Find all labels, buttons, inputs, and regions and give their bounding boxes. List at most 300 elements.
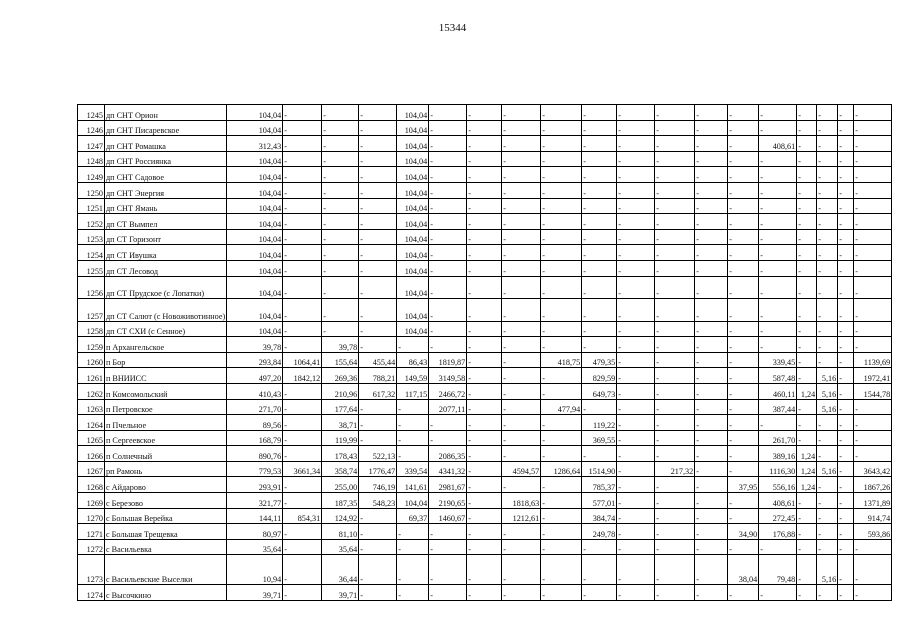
value-cell: 4594,57: [502, 461, 541, 477]
row-number: 1266: [78, 446, 105, 462]
value-cell: 104,04: [397, 229, 429, 245]
value-cell: -: [817, 508, 838, 524]
value-cell: -: [322, 214, 359, 230]
value-cell: -: [502, 136, 541, 152]
value-cell: -: [838, 105, 854, 121]
value-cell: -: [617, 260, 655, 276]
value-cell: -: [467, 585, 502, 601]
value-cell: -: [617, 477, 655, 493]
value-cell: -: [359, 167, 397, 183]
table-row: [78, 539, 892, 555]
value-cell: -: [838, 415, 854, 431]
table-row: [78, 229, 892, 245]
value-cell: -: [655, 524, 695, 540]
value-cell: -: [655, 167, 695, 183]
value-cell: 178,43: [322, 446, 359, 462]
value-cell: -: [541, 477, 582, 493]
value-cell: -: [655, 446, 695, 462]
value-cell: 1819,87: [429, 352, 467, 368]
value-cell: -: [617, 539, 655, 555]
value-cell: -: [728, 276, 759, 299]
table-row: [78, 368, 892, 384]
value-cell: -: [502, 477, 541, 493]
value-cell: -: [467, 477, 502, 493]
value-cell: 387,44: [759, 399, 797, 415]
value-cell: 358,74: [322, 461, 359, 477]
value-cell: -: [502, 585, 541, 601]
settlement-name: дп СНТ Ромашка: [105, 136, 227, 152]
value-cell: -: [283, 136, 322, 152]
table-row: [78, 260, 892, 276]
value-cell: 104,04: [227, 276, 283, 299]
value-cell: 5,16: [817, 461, 838, 477]
value-cell: -: [695, 524, 728, 540]
row-number: 1271: [78, 524, 105, 540]
value-cell: -: [854, 260, 892, 276]
value-cell: -: [541, 198, 582, 214]
value-cell: -: [283, 182, 322, 198]
value-cell: -: [854, 555, 892, 585]
value-cell: -: [695, 555, 728, 585]
row-number: 1270: [78, 508, 105, 524]
value-cell: 1,24: [797, 477, 817, 493]
value-cell: -: [797, 182, 817, 198]
value-cell: 104,04: [227, 229, 283, 245]
value-cell: -: [541, 276, 582, 299]
value-cell: 104,04: [397, 493, 429, 509]
value-cell: -: [759, 151, 797, 167]
value-cell: -: [797, 399, 817, 415]
value-cell: -: [797, 493, 817, 509]
value-cell: 410,43: [227, 383, 283, 399]
value-cell: -: [617, 399, 655, 415]
value-cell: 829,59: [582, 368, 617, 384]
settlement-name: п Бор: [105, 352, 227, 368]
value-cell: 339,54: [397, 461, 429, 477]
value-cell: 1286,64: [541, 461, 582, 477]
value-cell: 104,04: [397, 299, 429, 322]
value-cell: -: [617, 430, 655, 446]
value-cell: 104,04: [397, 182, 429, 198]
value-cell: 81,10: [322, 524, 359, 540]
value-cell: -: [502, 214, 541, 230]
value-cell: -: [838, 182, 854, 198]
value-cell: -: [541, 214, 582, 230]
value-cell: 460,11: [759, 383, 797, 399]
value-cell: -: [617, 299, 655, 322]
value-cell: 104,04: [397, 167, 429, 183]
value-cell: -: [854, 105, 892, 121]
value-cell: -: [283, 399, 322, 415]
value-cell: 5,16: [817, 368, 838, 384]
value-cell: -: [502, 198, 541, 214]
value-cell: -: [467, 321, 502, 337]
value-cell: -: [283, 167, 322, 183]
value-cell: -: [582, 399, 617, 415]
value-cell: 144,11: [227, 508, 283, 524]
value-cell: -: [695, 321, 728, 337]
value-cell: -: [695, 508, 728, 524]
value-cell: -: [854, 214, 892, 230]
value-cell: -: [617, 446, 655, 462]
value-cell: 86,43: [397, 352, 429, 368]
value-cell: 1776,47: [359, 461, 397, 477]
value-cell: -: [582, 446, 617, 462]
value-cell: -: [695, 368, 728, 384]
value-cell: -: [541, 299, 582, 322]
value-cell: -: [322, 105, 359, 121]
value-cell: -: [655, 555, 695, 585]
value-cell: 104,04: [397, 276, 429, 299]
value-cell: -: [322, 151, 359, 167]
value-cell: 1,24: [797, 446, 817, 462]
value-cell: 271,70: [227, 399, 283, 415]
value-cell: -: [283, 214, 322, 230]
value-cell: -: [397, 585, 429, 601]
value-cell: -: [283, 151, 322, 167]
value-cell: -: [759, 105, 797, 121]
value-cell: -: [854, 136, 892, 152]
value-cell: -: [617, 352, 655, 368]
value-cell: -: [467, 167, 502, 183]
value-cell: -: [283, 198, 322, 214]
value-cell: -: [617, 524, 655, 540]
value-cell: -: [467, 337, 502, 353]
value-cell: 38,04: [728, 555, 759, 585]
value-cell: -: [359, 337, 397, 353]
value-cell: -: [728, 105, 759, 121]
value-cell: 854,31: [283, 508, 322, 524]
value-cell: 39,71: [322, 585, 359, 601]
value-cell: -: [617, 461, 655, 477]
value-cell: -: [655, 182, 695, 198]
value-cell: 556,16: [759, 477, 797, 493]
value-cell: -: [695, 539, 728, 555]
value-cell: -: [617, 337, 655, 353]
value-cell: -: [817, 151, 838, 167]
value-cell: -: [582, 245, 617, 261]
value-cell: 261,70: [759, 430, 797, 446]
row-number: 1249: [78, 167, 105, 183]
row-number: 1250: [78, 182, 105, 198]
value-cell: -: [838, 399, 854, 415]
value-cell: -: [695, 383, 728, 399]
value-cell: -: [502, 229, 541, 245]
value-cell: -: [759, 585, 797, 601]
value-cell: -: [283, 415, 322, 431]
value-cell: 617,32: [359, 383, 397, 399]
value-cell: -: [759, 260, 797, 276]
value-cell: -: [283, 524, 322, 540]
value-cell: -: [655, 214, 695, 230]
value-cell: -: [541, 430, 582, 446]
value-cell: -: [728, 214, 759, 230]
value-cell: -: [429, 151, 467, 167]
value-cell: -: [728, 585, 759, 601]
row-number: 1246: [78, 120, 105, 136]
value-cell: 104,04: [227, 198, 283, 214]
value-cell: -: [322, 167, 359, 183]
value-cell: -: [838, 120, 854, 136]
value-cell: 104,04: [227, 299, 283, 322]
value-cell: -: [728, 337, 759, 353]
value-cell: 2466,72: [429, 383, 467, 399]
value-cell: -: [655, 299, 695, 322]
value-cell: -: [728, 198, 759, 214]
value-cell: -: [429, 245, 467, 261]
value-cell: -: [322, 321, 359, 337]
table-row: [78, 508, 892, 524]
value-cell: -: [817, 415, 838, 431]
row-number: 1267: [78, 461, 105, 477]
value-cell: -: [797, 276, 817, 299]
value-cell: -: [502, 337, 541, 353]
value-cell: -: [655, 415, 695, 431]
value-cell: -: [467, 446, 502, 462]
value-cell: -: [359, 276, 397, 299]
value-cell: -: [283, 260, 322, 276]
value-cell: -: [429, 120, 467, 136]
value-cell: -: [759, 299, 797, 322]
value-cell: 4341,32: [429, 461, 467, 477]
value-cell: -: [283, 539, 322, 555]
value-cell: 104,04: [397, 321, 429, 337]
value-cell: -: [322, 120, 359, 136]
value-cell: -: [359, 151, 397, 167]
value-cell: -: [854, 446, 892, 462]
value-cell: -: [854, 585, 892, 601]
value-cell: -: [283, 493, 322, 509]
value-cell: -: [502, 524, 541, 540]
value-cell: -: [854, 299, 892, 322]
settlement-name: с Айдарово: [105, 477, 227, 493]
value-cell: -: [759, 120, 797, 136]
value-cell: -: [759, 214, 797, 230]
value-cell: -: [359, 321, 397, 337]
value-cell: 3643,42: [854, 461, 892, 477]
table-row: [78, 477, 892, 493]
value-cell: -: [728, 368, 759, 384]
value-cell: -: [467, 151, 502, 167]
value-cell: -: [359, 260, 397, 276]
value-cell: -: [617, 151, 655, 167]
value-cell: -: [854, 337, 892, 353]
value-cell: 104,04: [227, 105, 283, 121]
settlement-name: п Петровское: [105, 399, 227, 415]
value-cell: 321,77: [227, 493, 283, 509]
value-cell: -: [728, 182, 759, 198]
value-cell: -: [617, 245, 655, 261]
value-cell: -: [838, 167, 854, 183]
value-cell: -: [655, 198, 695, 214]
value-cell: 176,88: [759, 524, 797, 540]
value-cell: -: [797, 105, 817, 121]
value-cell: 497,20: [227, 368, 283, 384]
row-number: 1255: [78, 260, 105, 276]
settlement-name: с Березово: [105, 493, 227, 509]
settlement-name: дп СТ СХИ (с Сенное): [105, 321, 227, 337]
value-cell: 1116,30: [759, 461, 797, 477]
value-cell: -: [582, 167, 617, 183]
value-cell: -: [728, 493, 759, 509]
table-row: [78, 337, 892, 353]
value-cell: -: [695, 415, 728, 431]
value-cell: -: [617, 198, 655, 214]
value-cell: -: [429, 299, 467, 322]
value-cell: -: [541, 136, 582, 152]
value-cell: -: [695, 167, 728, 183]
value-cell: -: [359, 120, 397, 136]
value-cell: -: [655, 508, 695, 524]
value-cell: -: [728, 383, 759, 399]
value-cell: -: [838, 151, 854, 167]
value-cell: 80,97: [227, 524, 283, 540]
value-cell: -: [728, 299, 759, 322]
value-cell: -: [502, 368, 541, 384]
value-cell: -: [728, 136, 759, 152]
value-cell: -: [728, 167, 759, 183]
settlement-name: п Пчельное: [105, 415, 227, 431]
value-cell: -: [797, 321, 817, 337]
value-cell: 35,64: [227, 539, 283, 555]
value-cell: 249,78: [582, 524, 617, 540]
value-cell: -: [467, 539, 502, 555]
settlement-name: дп СНТ Писаревское: [105, 120, 227, 136]
value-cell: -: [502, 539, 541, 555]
table-row: [78, 151, 892, 167]
value-cell: -: [582, 105, 617, 121]
settlement-name: с Высочкино: [105, 585, 227, 601]
value-cell: -: [582, 182, 617, 198]
value-cell: -: [322, 182, 359, 198]
value-cell: 1460,67: [429, 508, 467, 524]
table-row: [78, 299, 892, 322]
value-cell: 1544,78: [854, 383, 892, 399]
value-cell: -: [429, 555, 467, 585]
row-number: 1261: [78, 368, 105, 384]
value-cell: 104,04: [397, 198, 429, 214]
settlement-name: с Большая Верейка: [105, 508, 227, 524]
value-cell: -: [695, 337, 728, 353]
value-cell: 3149,58: [429, 368, 467, 384]
value-cell: -: [541, 321, 582, 337]
value-cell: -: [429, 430, 467, 446]
table-row: [78, 415, 892, 431]
value-cell: -: [467, 493, 502, 509]
value-cell: 104,04: [227, 214, 283, 230]
value-cell: -: [359, 430, 397, 446]
value-cell: -: [854, 539, 892, 555]
value-cell: -: [502, 415, 541, 431]
value-cell: 36,44: [322, 555, 359, 585]
value-cell: -: [797, 120, 817, 136]
value-cell: -: [617, 167, 655, 183]
value-cell: -: [617, 415, 655, 431]
value-cell: -: [695, 245, 728, 261]
value-cell: -: [854, 182, 892, 198]
value-cell: -: [728, 461, 759, 477]
value-cell: 272,45: [759, 508, 797, 524]
value-cell: 168,79: [227, 430, 283, 446]
value-cell: -: [655, 399, 695, 415]
value-cell: -: [797, 214, 817, 230]
value-cell: 10,94: [227, 555, 283, 585]
value-cell: -: [541, 383, 582, 399]
value-cell: -: [502, 352, 541, 368]
value-cell: -: [541, 585, 582, 601]
value-cell: 104,04: [397, 151, 429, 167]
value-cell: 293,91: [227, 477, 283, 493]
value-cell: -: [728, 260, 759, 276]
value-cell: -: [582, 136, 617, 152]
value-cell: -: [359, 539, 397, 555]
value-cell: -: [854, 321, 892, 337]
value-cell: -: [541, 151, 582, 167]
settlement-name: п Солнечный: [105, 446, 227, 462]
value-cell: 79,48: [759, 555, 797, 585]
value-cell: -: [467, 136, 502, 152]
settlement-name: с Васильевка: [105, 539, 227, 555]
value-cell: -: [467, 120, 502, 136]
value-cell: -: [397, 430, 429, 446]
row-number: 1256: [78, 276, 105, 299]
value-cell: -: [502, 321, 541, 337]
value-cell: -: [397, 399, 429, 415]
value-cell: 1514,90: [582, 461, 617, 477]
value-cell: -: [655, 321, 695, 337]
value-cell: -: [283, 229, 322, 245]
value-cell: -: [655, 368, 695, 384]
value-cell: -: [541, 182, 582, 198]
value-cell: -: [359, 415, 397, 431]
row-number: 1254: [78, 245, 105, 261]
value-cell: -: [582, 321, 617, 337]
table-row: [78, 182, 892, 198]
value-cell: -: [582, 214, 617, 230]
value-cell: -: [397, 555, 429, 585]
value-cell: -: [617, 493, 655, 509]
value-cell: 5,16: [817, 383, 838, 399]
value-cell: -: [655, 585, 695, 601]
value-cell: -: [502, 167, 541, 183]
value-cell: -: [429, 198, 467, 214]
value-cell: -: [283, 430, 322, 446]
value-cell: -: [655, 539, 695, 555]
value-cell: -: [502, 399, 541, 415]
value-cell: -: [695, 430, 728, 446]
value-cell: -: [655, 352, 695, 368]
value-cell: 35,64: [322, 539, 359, 555]
value-cell: -: [582, 299, 617, 322]
value-cell: 104,04: [397, 260, 429, 276]
value-cell: -: [582, 585, 617, 601]
value-cell: -: [467, 399, 502, 415]
value-cell: -: [817, 585, 838, 601]
value-cell: -: [617, 555, 655, 585]
value-cell: -: [617, 276, 655, 299]
row-number: 1262: [78, 383, 105, 399]
value-cell: -: [759, 539, 797, 555]
value-cell: -: [695, 151, 728, 167]
value-cell: 522,13: [359, 446, 397, 462]
value-cell: -: [359, 524, 397, 540]
value-cell: 104,04: [227, 167, 283, 183]
value-cell: 1,24: [797, 383, 817, 399]
value-cell: 1842,12: [283, 368, 322, 384]
table-row: [78, 136, 892, 152]
value-cell: -: [695, 229, 728, 245]
value-cell: -: [817, 477, 838, 493]
